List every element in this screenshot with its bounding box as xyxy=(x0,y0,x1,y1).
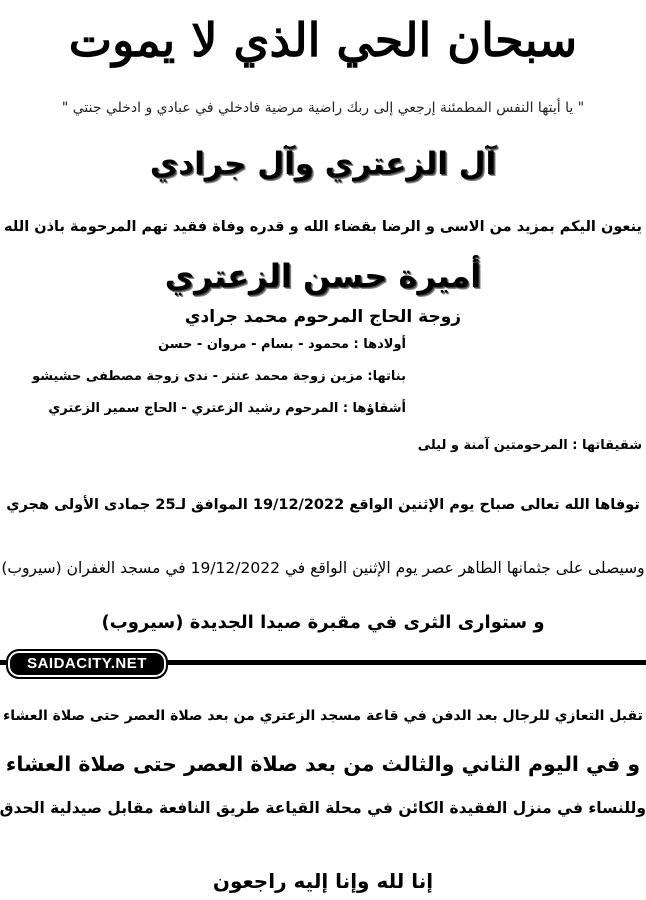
condolences-men: تقبل التعازي للرجال بعد الدفن في قاعة مسجد الزعتري من بعد صلاة العصر حتى صلاة العشاء xyxy=(3,708,643,724)
site-logo: SAIDACITY.NET xyxy=(6,649,168,679)
deceased-name: أميرة حسن الزعتري xyxy=(164,257,482,295)
family-title: آل الزعتري وآل جرادي xyxy=(149,146,497,182)
condolences-days: و في اليوم الثاني والثالث من بعد صلاة العصر حتى صلاة العشاء xyxy=(5,752,641,776)
closing-phrase: إنا لله وإنا إليه راجعون xyxy=(212,869,434,893)
spouse-line: زوجة الحاج المرحوم محمد جرادي xyxy=(184,307,462,327)
prayer-notice: وسيصلى على جثمانها الطاهر عصر يوم الإثنين الواقع في 19/12/2022 في مسجد الغفران (سيروب) xyxy=(1,559,645,577)
announcement-intro: ينعون اليكم بمزيد من الاسى و الرضا بقضاء الله و قدره وفاة فقيد تهم المرحومة باذن الله xyxy=(4,219,642,235)
quran-verse: " يا أيتها النفس المطمئنة إرجعي إلى ربك راضية مرضية فادخلي في عبادي و ادخلي جنتي " xyxy=(61,100,585,116)
death-notice: توفاها الله تعالى صباح يوم الإثنين الواقع 19/12/2022 الموافق لـ25 جمادى الأولى هجري xyxy=(6,497,640,513)
relatives-sons: أولادها : محمود - بسام - مروان - حسن xyxy=(158,337,406,352)
relatives-sisters: شقيقاتها : المرحومتين آمنة و ليلى xyxy=(417,438,642,453)
relatives-brothers: أشقاؤها : المرحوم رشيد الزعتري - الحاج سمير الزعتري xyxy=(48,401,406,416)
burial-notice: و ستوارى الثرى في مقبرة صيدا الجديدة (سيروب) xyxy=(101,612,545,633)
relatives-daughters: بناتها: مزين زوجة محمد عنتر - ندى زوجة مصطفى حشيشو xyxy=(32,369,406,384)
calligraphy-heading: سبحان الحي الذي لا يموت xyxy=(68,13,578,67)
condolences-women: وللنساء في منزل الفقيدة الكائن في محلة القياعة طريق النافعة مقابل صيدلية الحدق xyxy=(0,799,646,817)
